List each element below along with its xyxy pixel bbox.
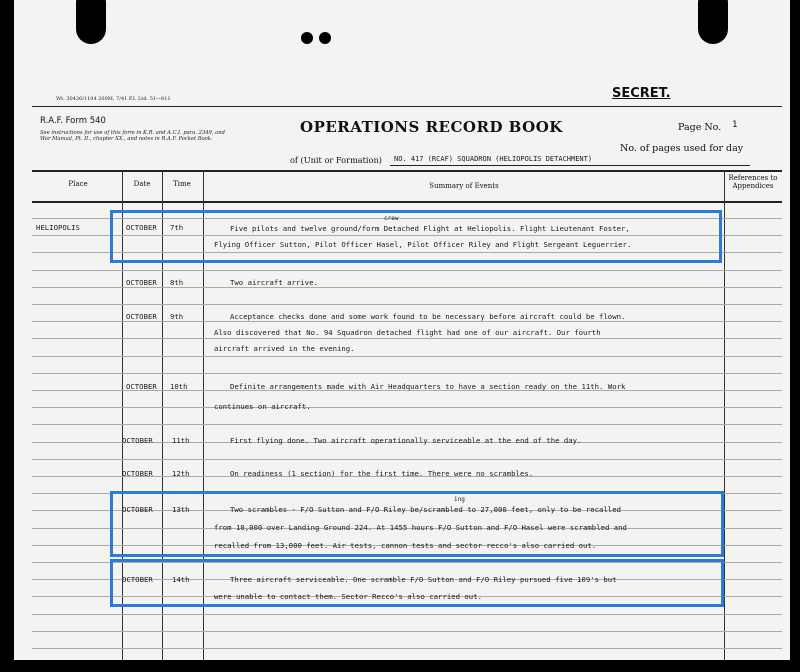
classification-label: SECRET.: [612, 86, 671, 101]
entry-month: OCTOBER: [122, 505, 153, 514]
entry-line: were unable to contact them. Sector Recco's also carried out.: [214, 592, 482, 601]
header-divider: [32, 106, 782, 107]
entry-day: 13th: [172, 505, 190, 514]
column-header-place: Place: [68, 180, 88, 188]
entry-line: First flying done. Two aircraft operationally serviceable at the end of the day.: [230, 436, 582, 445]
entry-correction: ing: [454, 496, 465, 503]
punch-hole: [319, 32, 331, 44]
punch-hole: [301, 32, 313, 44]
entry-line: Acceptance checks done and some work found to be necessary before aircraft could be flown.: [230, 312, 626, 321]
ruled-line: [32, 356, 782, 357]
unit-value: NO. 417 (RCAF) SQUADRON (HELIOPOLIS DETACHMENT): [394, 155, 593, 163]
unit-underline: [390, 165, 750, 166]
ruled-line: [32, 270, 782, 271]
entry-day: 7th: [170, 223, 184, 232]
entry-line: continues on aircraft.: [214, 402, 311, 411]
entry-line: On readiness (1 section) for the first time. There were no scrambles.: [230, 469, 534, 478]
entry-month: OCTOBER: [122, 469, 153, 478]
entry-line: Definite arrangements made with Air Headquarters to have a section ready on the 11th. Work: [230, 382, 626, 391]
entry-day: 12th: [172, 469, 190, 478]
column-header-summary: Summary of Events: [429, 182, 499, 190]
ruled-line: [32, 631, 782, 632]
column-header-references: References to Appendices: [728, 174, 778, 190]
ruled-line: [32, 424, 782, 425]
entry-line: Also discovered that No. 94 Squadron detached flight had one of our aircraft. Our fourth: [214, 328, 601, 337]
page-number: 1: [732, 120, 738, 130]
entry-line: Five pilots and twelve ground/form Detached Flight at Heliopolis. Flight Lieutenant Foster,: [230, 224, 630, 233]
highlight-box-oct-13: [110, 491, 724, 557]
entry-month: OCTOBER: [122, 575, 153, 584]
column-header-date: Date: [133, 180, 151, 188]
entry-day: 9th: [170, 312, 184, 321]
ruled-line: [32, 373, 782, 374]
entry-day: 8th: [170, 278, 184, 287]
entry-line: Flying Officer Sutton, Pilot Officer Hasel, Pilot Officer Riley and Flight Sergeant Leguerrier.: [214, 240, 632, 249]
entry-line: Three aircraft serviceable. One scramble F/O Sutton and F/O Riley pursued five 109's but: [230, 575, 617, 584]
entry-line: from 10,000 over Landing Ground 224. At 1455 hours F/O Sutton and F/O Hasel were scrambled and: [214, 523, 627, 532]
page-number-label: Page No.: [678, 122, 722, 133]
ruled-line: [32, 287, 782, 288]
form-name: R.A.F. Form 540: [40, 116, 106, 126]
ruled-line: [32, 648, 782, 649]
ruled-line: [32, 321, 782, 322]
entry-line: aircraft arrived in the evening.: [214, 344, 355, 353]
binder-hole-right: [698, 0, 728, 44]
pages-used-label: No. of pages used for day: [620, 143, 744, 154]
column-header-border: [32, 201, 782, 203]
entry-month: OCTOBER: [122, 436, 153, 445]
entry-line: Two aircraft arrive.: [230, 278, 318, 287]
ruled-line: [32, 614, 782, 615]
entry-day: 14th: [172, 575, 190, 584]
form-instructions: See instructions for use of this form in K.R. and A.C.I. para. 2349, and War Manual, Pt. II., chapter XX., and notes in R.A.F. Pocket Book.: [40, 130, 225, 142]
ruled-line: [32, 407, 782, 408]
entry-month: OCTOBER: [126, 278, 157, 287]
ruled-line: [32, 338, 782, 339]
entry-line: recalled from 13,000 feet. Air tests, cannon tests and sector recco's also carried out.: [214, 541, 597, 550]
ruled-line: [32, 304, 782, 305]
page-title: OPERATIONS RECORD BOOK: [300, 118, 563, 136]
highlight-box-oct-14: [110, 559, 724, 607]
entry-day: 10th: [170, 382, 188, 391]
entry-place: HELIOPOLIS: [36, 223, 80, 232]
print-code: Wt. 30426/1104 200M. 7/41 P.I. Ltd. 51—811: [56, 96, 171, 102]
column-divider: [724, 170, 725, 660]
highlight-box-oct-7: [110, 210, 722, 263]
column-header-time: Time: [173, 180, 191, 188]
entry-month: OCTOBER: [126, 223, 157, 232]
record-page: [14, 0, 790, 660]
binder-hole-left: [76, 0, 106, 44]
entry-month: OCTOBER: [126, 312, 157, 321]
ruled-line: [32, 459, 782, 460]
unit-label: of (Unit or Formation): [290, 155, 382, 165]
entry-day: 11th: [172, 436, 190, 445]
entry-correction: crew: [384, 215, 399, 222]
entry-month: OCTOBER: [126, 382, 157, 391]
entry-line: Two scrambles - F/O Sutton and F/O Riley be/scrambled to 27,000 feet, only to be recalled: [230, 505, 621, 514]
table-top-border: [32, 170, 782, 172]
